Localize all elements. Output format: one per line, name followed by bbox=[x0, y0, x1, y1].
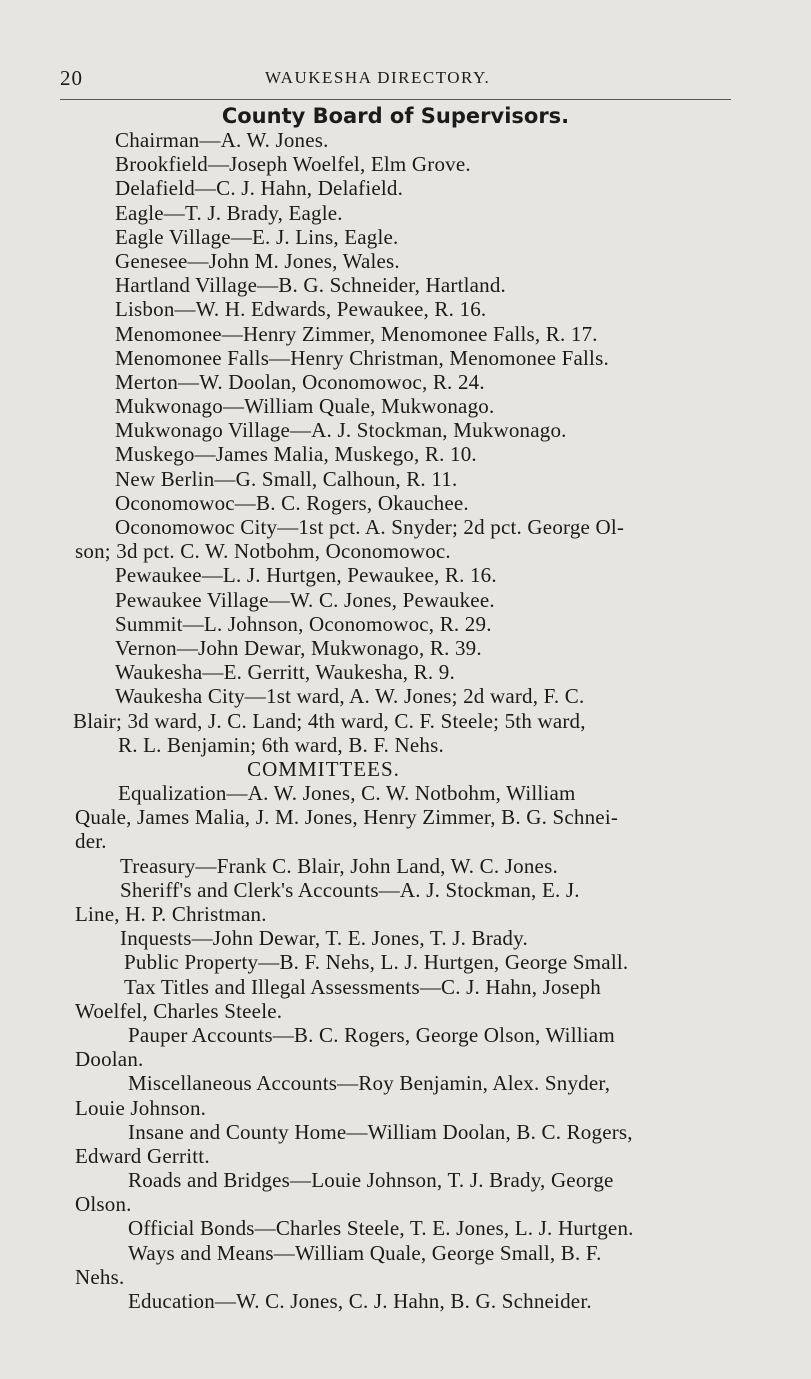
body-text bbox=[75, 128, 752, 1313]
board-entry: Merton—W. Doolan, Oconomowoc, R. 24. bbox=[115, 369, 485, 394]
board-entry: Menomonee Falls—Henry Christman, Menomonee Falls. bbox=[115, 345, 609, 370]
board-entry: Mukwonago—William Quale, Mukwonago. bbox=[115, 394, 495, 419]
committee-entry-continued: Olson. bbox=[75, 1192, 132, 1217]
header-rule bbox=[60, 99, 731, 100]
board-entry: Pewaukee—L. J. Hurtgen, Pewaukee, R. 16. bbox=[115, 563, 497, 588]
board-entry: Mukwonago Village—A. J. Stockman, Mukwonago. bbox=[115, 418, 567, 443]
board-entry-continued: Blair; 3d ward, J. C. Land; 4th ward, C. F. Steele; 5th ward, bbox=[73, 708, 586, 733]
board-entry: Lisbon—W. H. Edwards, Pewaukee, R. 16. bbox=[115, 297, 487, 322]
board-entry: Summit—L. Johnson, Oconomowoc, R. 29. bbox=[115, 611, 492, 636]
committee-entry-continued: Quale, James Malia, J. M. Jones, Henry Zimmer, B. G. Schnei- bbox=[75, 805, 619, 830]
board-entry: Oconomowoc City—1st pct. A. Snyder; 2d pct. George Ol- bbox=[115, 515, 625, 539]
board-entry-continued: R. L. Benjamin; 6th ward, B. F. Nehs. bbox=[118, 732, 444, 757]
board-entry: New Berlin—G. Small, Calhoun, R. 11. bbox=[115, 466, 458, 491]
committee-entry: Pauper Accounts—B. C. Rogers, George Olson, William bbox=[128, 1022, 615, 1047]
committee-entry-continued: der. bbox=[75, 829, 107, 854]
committee-entry-continued: Doolan. bbox=[75, 1047, 144, 1072]
board-entry: Pewaukee Village—W. C. Jones, Pewaukee. bbox=[115, 587, 495, 612]
committee-entry: Roads and Bridges—Louie Johnson, T. J. Brady, George bbox=[128, 1168, 614, 1193]
board-entry: Oconomowoc—B. C. Rogers, Okauchee. bbox=[115, 490, 469, 515]
board-entry: Hartland Village—B. G. Schneider, Hartland. bbox=[115, 273, 507, 298]
committee-entry: Miscellaneous Accounts—Roy Benjamin, Alex. Snyder, bbox=[128, 1071, 611, 1096]
board-entry: Genesee—John M. Jones, Wales. bbox=[115, 248, 400, 273]
committee-entry-continued: Louie Johnson. bbox=[75, 1095, 207, 1120]
committee-entry: Public Property—B. F. Nehs, L. J. Hurtgen, George Small. bbox=[124, 950, 629, 975]
committee-entry-continued: Line, H. P. Christman. bbox=[75, 902, 267, 926]
board-entry: Delafield—C. J. Hahn, Delafield. bbox=[115, 176, 404, 201]
committee-entry: Education—W. C. Jones, C. J. Hahn, B. G. Schneider. bbox=[128, 1289, 592, 1313]
committee-entry: Inquests—John Dewar, T. E. Jones, T. J. Brady. bbox=[120, 926, 528, 951]
board-entry: Eagle Village—E. J. Lins, Eagle. bbox=[115, 224, 399, 249]
board-entry: Muskego—James Malia, Muskego, R. 10. bbox=[115, 442, 477, 467]
committee-entry: Sheriff's and Clerk's Accounts—A. J. Stockman, E. J. bbox=[120, 877, 580, 902]
committee-entry-continued: Edward Gerritt. bbox=[75, 1143, 210, 1168]
committee-entry: Treasury—Frank C. Blair, John Land, W. C. Jones. bbox=[120, 853, 558, 878]
running-title: WAUKESHA DIRECTORY. bbox=[265, 68, 491, 87]
board-entry: Eagle—T. J. Brady, Eagle. bbox=[115, 200, 343, 225]
section-title: County Board of Supervisors. bbox=[221, 104, 570, 128]
board-entry: Chairman—A. W. Jones. bbox=[115, 128, 329, 152]
committee-entry: Insane and County Home—William Doolan, B. C. Rogers, bbox=[128, 1119, 633, 1144]
committees-heading: COMMITTEES. bbox=[247, 756, 400, 781]
board-entry: Waukesha City—1st ward, A. W. Jones; 2d ward, F. C. bbox=[115, 684, 585, 709]
committee-entry-continued: Woelfel, Charles Steele. bbox=[75, 998, 283, 1023]
board-entry-continued: son; 3d pct. C. W. Notbohm, Oconomowoc. bbox=[75, 539, 451, 564]
board-entry: Waukesha—E. Gerritt, Waukesha, R. 9. bbox=[115, 660, 455, 685]
board-entry: Menomonee—Henry Zimmer, Menomonee Falls, R. 17. bbox=[115, 321, 598, 346]
committee-entry: Official Bonds—Charles Steele, T. E. Jones, L. J. Hurtgen. bbox=[128, 1216, 634, 1241]
board-entry: Brookfield—Joseph Woelfel, Elm Grove. bbox=[115, 152, 471, 177]
committee-entry: Equalization—A. W. Jones, C. W. Notbohm, William bbox=[118, 781, 576, 806]
committee-entry: Tax Titles and Illegal Assessments—C. J. Hahn, Joseph bbox=[124, 974, 601, 999]
running-head bbox=[60, 66, 730, 92]
page-number: 20 bbox=[60, 66, 83, 90]
committee-entry: Ways and Means—William Quale, George Small, B. F. bbox=[128, 1240, 602, 1265]
board-entry: Vernon—John Dewar, Mukwonago, R. 39. bbox=[115, 635, 482, 660]
committee-entry-continued: Nehs. bbox=[75, 1264, 125, 1289]
